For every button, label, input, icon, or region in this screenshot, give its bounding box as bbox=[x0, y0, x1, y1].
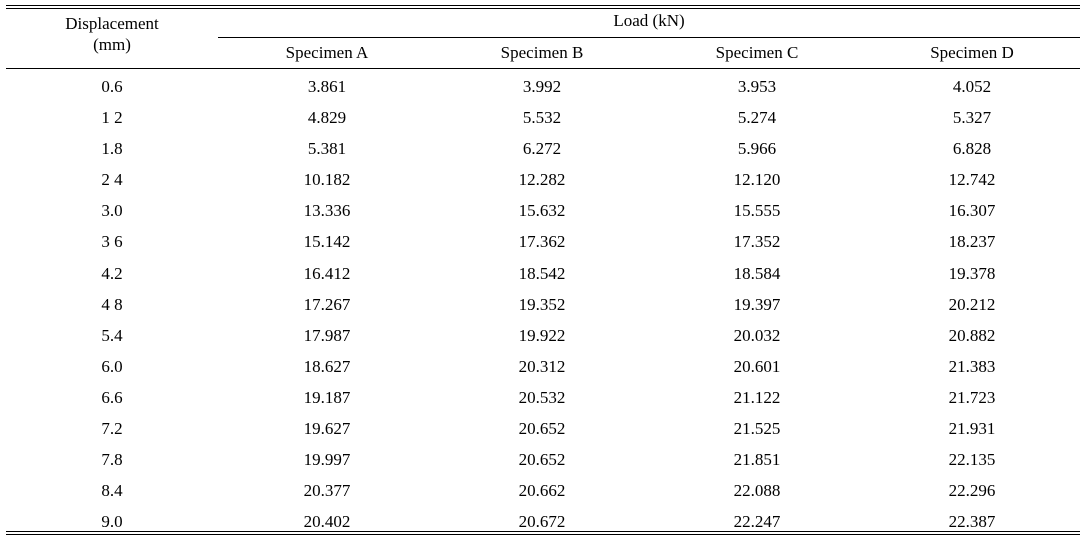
displacement-header-unit: (mm) bbox=[93, 35, 131, 54]
top-rule-outer bbox=[6, 5, 1080, 6]
specimen-b-cell: 17.362 bbox=[518, 232, 566, 252]
specimen-b-cell: 20.672 bbox=[518, 512, 566, 532]
specimen-a-cell: 3.861 bbox=[307, 77, 347, 96]
displacement-cell: 9.0 bbox=[101, 512, 123, 532]
specimen-d-cell: 5.327 bbox=[952, 108, 992, 128]
specimen-c-cell: 20.032 bbox=[733, 325, 781, 345]
table-row bbox=[6, 382, 1080, 413]
specimen-c-cell: 12.120 bbox=[733, 170, 781, 190]
specimen-c-cell: 20.601 bbox=[733, 356, 781, 376]
displacement-cell: 7.2 bbox=[101, 419, 123, 439]
specimen-a-cell: 5.381 bbox=[307, 139, 347, 159]
specimen-a-cell: 16.412 bbox=[303, 263, 351, 283]
displacement-cell: 5.4 bbox=[101, 325, 123, 345]
specimen-b-cell: 6.272 bbox=[522, 139, 562, 159]
displacement-cell: 4 8 bbox=[101, 294, 123, 314]
specimen-c-cell: 15.555 bbox=[733, 201, 781, 221]
specimen-d-cell: 18.237 bbox=[948, 232, 996, 252]
load-header-rule bbox=[218, 37, 1080, 38]
displacement-cell: 6.6 bbox=[101, 387, 123, 407]
specimen-b-cell: 15.632 bbox=[518, 201, 566, 221]
specimen-c-cell: 19.397 bbox=[733, 294, 781, 314]
specimen-c-header: Specimen C bbox=[715, 43, 799, 62]
table-row bbox=[6, 102, 1080, 133]
displacement-cell: 2 4 bbox=[101, 170, 123, 190]
bottom-rule-inner bbox=[6, 531, 1080, 532]
displacement-cell: 8.4 bbox=[101, 481, 123, 501]
table-row bbox=[6, 320, 1080, 351]
specimen-d-cell: 21.931 bbox=[948, 419, 996, 439]
specimen-d-cell: 22.387 bbox=[948, 512, 996, 532]
displacement-cell: 3 6 bbox=[101, 232, 123, 252]
specimen-d-cell: 22.296 bbox=[948, 481, 996, 501]
specimen-d-cell: 20.212 bbox=[948, 294, 996, 314]
specimen-a-cell: 15.142 bbox=[303, 232, 351, 252]
specimen-d-cell: 22.135 bbox=[948, 450, 996, 470]
specimen-d-cell: 4.052 bbox=[952, 77, 992, 96]
table-row bbox=[6, 195, 1080, 226]
specimen-b-cell: 20.662 bbox=[518, 481, 566, 501]
displacement-cell: 7.8 bbox=[101, 450, 123, 470]
table-row bbox=[6, 413, 1080, 444]
specimen-b-cell: 20.652 bbox=[518, 450, 566, 470]
specimen-c-cell: 3.953 bbox=[737, 77, 777, 96]
specimen-a-header: Specimen A bbox=[285, 43, 369, 62]
specimen-c-cell: 21.851 bbox=[733, 450, 781, 470]
specimen-c-cell: 22.088 bbox=[733, 481, 781, 501]
table-row bbox=[6, 133, 1080, 164]
specimen-a-cell: 13.336 bbox=[303, 201, 351, 221]
specimen-d-cell: 21.723 bbox=[948, 387, 996, 407]
specimen-c-cell: 18.584 bbox=[733, 263, 781, 283]
specimen-a-cell: 20.402 bbox=[303, 512, 351, 532]
displacement-cell: 6.0 bbox=[101, 356, 123, 376]
table-row bbox=[6, 258, 1080, 289]
specimen-c-cell: 21.122 bbox=[733, 387, 781, 407]
specimen-b-cell: 5.532 bbox=[522, 108, 562, 128]
specimen-b-cell: 12.282 bbox=[518, 170, 566, 190]
table-body bbox=[6, 71, 1080, 537]
specimen-a-cell: 20.377 bbox=[303, 481, 351, 501]
displacement-cell: 0.6 bbox=[101, 77, 123, 96]
specimen-c-cell: 5.966 bbox=[737, 139, 777, 159]
displacement-cell: 4.2 bbox=[101, 263, 123, 283]
specimen-d-cell: 20.882 bbox=[948, 325, 996, 345]
specimen-d-cell: 21.383 bbox=[948, 356, 996, 376]
specimen-a-cell: 4.829 bbox=[307, 108, 347, 128]
specimen-c-cell: 22.247 bbox=[733, 512, 781, 532]
specimen-a-cell: 18.627 bbox=[303, 356, 351, 376]
specimen-b-cell: 19.922 bbox=[518, 325, 566, 345]
displacement-header bbox=[6, 13, 218, 55]
table-row bbox=[6, 226, 1080, 257]
specimen-b-cell: 20.312 bbox=[518, 356, 566, 376]
header-bottom-rule bbox=[6, 68, 1080, 69]
table-row bbox=[6, 506, 1080, 537]
specimen-a-cell: 19.187 bbox=[303, 387, 351, 407]
specimen-d-cell: 19.378 bbox=[948, 263, 996, 283]
specimen-b-cell: 20.532 bbox=[518, 387, 566, 407]
specimen-a-cell: 19.997 bbox=[303, 450, 351, 470]
table-row bbox=[6, 71, 1080, 102]
table-row bbox=[6, 289, 1080, 320]
specimen-d-cell: 16.307 bbox=[948, 201, 996, 221]
table-row bbox=[6, 164, 1080, 195]
load-header: Load (kN) bbox=[613, 11, 685, 30]
specimen-a-cell: 17.267 bbox=[303, 294, 351, 314]
top-rule-inner bbox=[6, 8, 1080, 9]
table-row bbox=[6, 351, 1080, 382]
bottom-rule-outer bbox=[6, 534, 1080, 535]
specimen-a-cell: 19.627 bbox=[303, 419, 351, 439]
displacement-cell: 1.8 bbox=[101, 139, 123, 159]
specimen-c-cell: 21.525 bbox=[733, 419, 781, 439]
specimen-c-cell: 17.352 bbox=[733, 232, 781, 252]
specimen-d-cell: 12.742 bbox=[948, 170, 996, 190]
table-row bbox=[6, 475, 1080, 506]
specimen-d-header: Specimen D bbox=[930, 43, 1014, 62]
table-row bbox=[6, 444, 1080, 475]
displacement-cell: 1 2 bbox=[101, 108, 123, 128]
specimen-b-cell: 3.992 bbox=[522, 77, 562, 96]
specimen-b-cell: 18.542 bbox=[518, 263, 566, 283]
specimen-a-cell: 10.182 bbox=[303, 170, 351, 190]
displacement-header-label: Displacement bbox=[65, 14, 159, 33]
specimen-b-cell: 19.352 bbox=[518, 294, 566, 314]
specimen-a-cell: 17.987 bbox=[303, 325, 351, 345]
specimen-b-header: Specimen B bbox=[500, 43, 584, 62]
specimen-b-cell: 20.652 bbox=[518, 419, 566, 439]
displacement-cell: 3.0 bbox=[101, 201, 123, 221]
specimen-c-cell: 5.274 bbox=[737, 108, 777, 128]
specimen-d-cell: 6.828 bbox=[952, 139, 992, 159]
